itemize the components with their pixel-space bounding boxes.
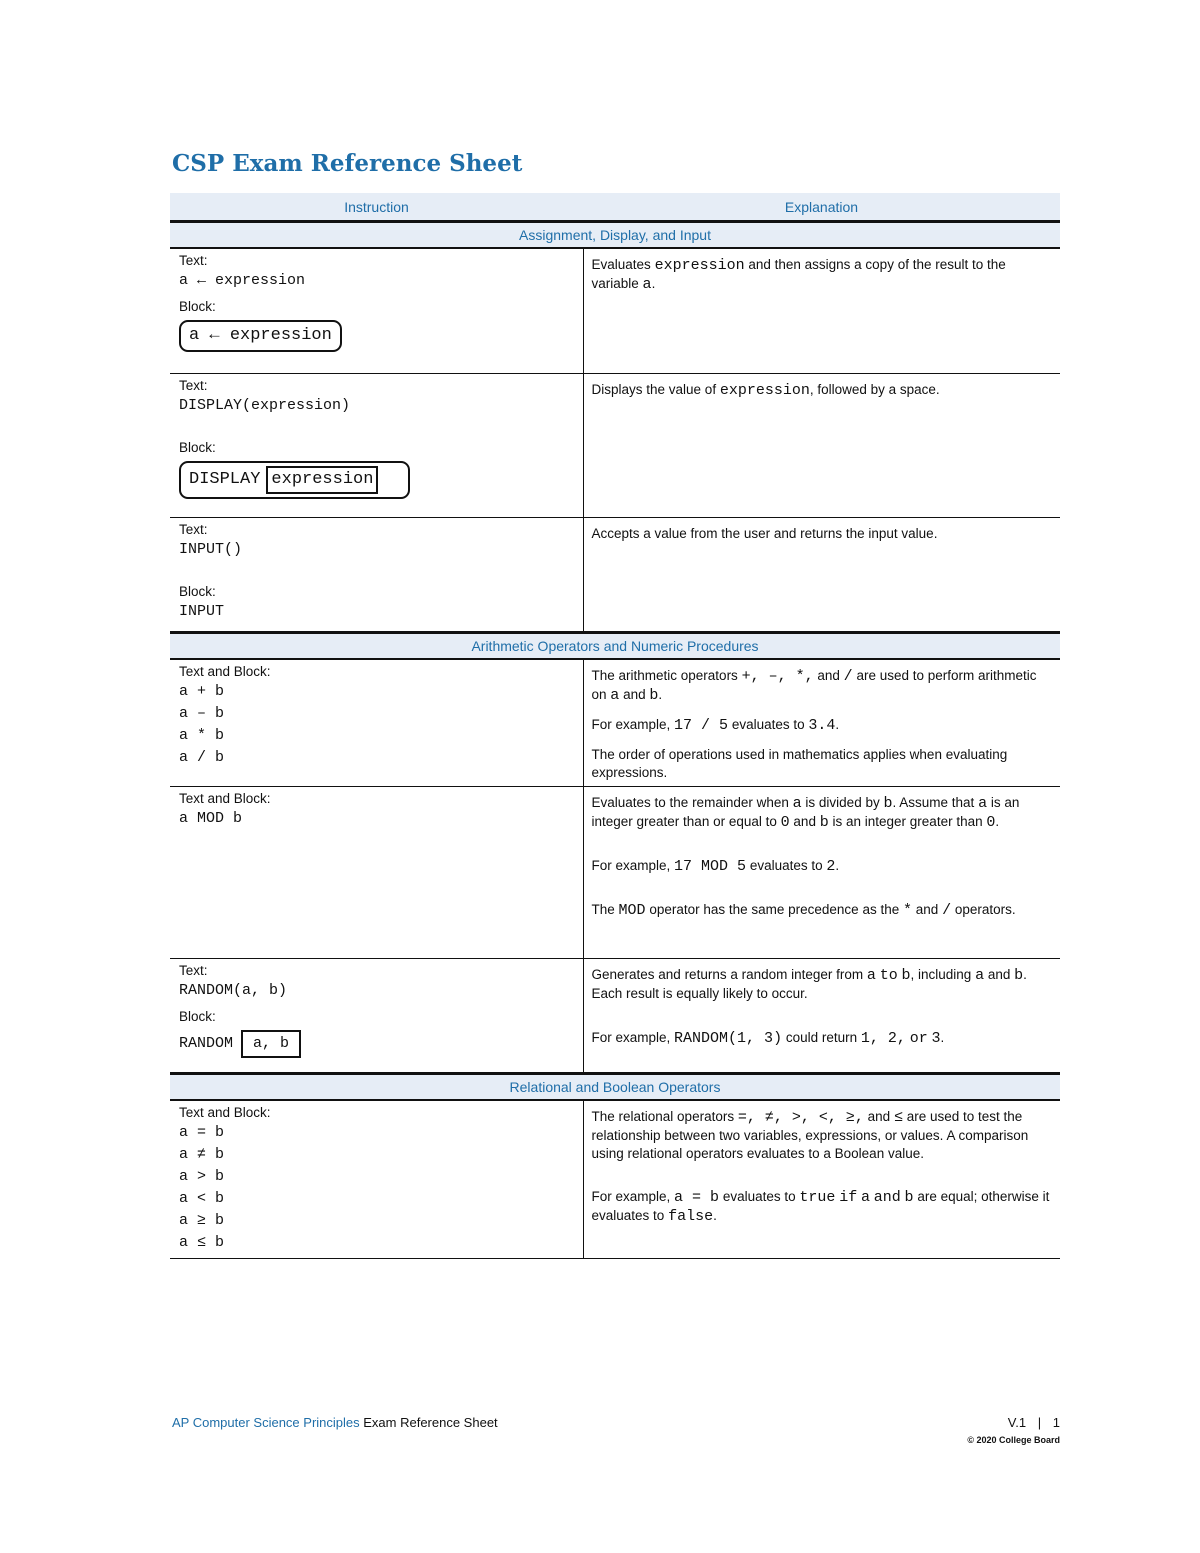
text-code: INPUT() [179, 540, 243, 558]
table-header-row [170, 193, 1060, 222]
explanation-cell [583, 1100, 1060, 1259]
explanation-text: and [915, 901, 939, 917]
section-header-row [170, 1073, 1060, 1100]
block-var: a [189, 326, 200, 345]
text-block-label: Text and Block: [179, 1104, 271, 1120]
explanation-code: 2 [826, 857, 836, 875]
operator-code: a * b [179, 726, 225, 744]
explanation-code: a [975, 966, 985, 984]
instruction-cell [170, 1100, 583, 1259]
operator-code: a / b [179, 748, 225, 766]
explanation-text: For example, [591, 857, 671, 873]
explanation-paragraph [592, 857, 1053, 876]
explanation-code: if [839, 1188, 858, 1206]
explanation-code: 3 [931, 1029, 941, 1047]
table-row [170, 659, 1060, 787]
left-arrow-icon: ← [209, 326, 220, 345]
explanation-text: Displays the value of [591, 381, 717, 397]
section-header-row [170, 632, 1060, 659]
explanation-cell [583, 786, 1060, 958]
explanation-text: are equal; otherwise it evaluates to [591, 1188, 1050, 1223]
explanation-text: evaluates to [731, 716, 805, 732]
explanation-paragraph [592, 1188, 1053, 1226]
explanation-text: . [835, 857, 840, 873]
table-row [170, 373, 1060, 517]
section-title-assignment: Assignment, Display, and Input [170, 222, 1060, 249]
explanation-text: evaluates to [722, 1188, 796, 1204]
explanation-text: and [987, 966, 1011, 982]
text-block-label: Text and Block: [179, 663, 271, 679]
explanation-code: b [649, 686, 659, 704]
explanation-cell [583, 958, 1060, 1073]
random-block [179, 1030, 301, 1058]
explanation-code: +, –, *, [741, 667, 814, 685]
explanation-text: For example, [591, 1029, 671, 1045]
explanation-text: operators. [954, 901, 1016, 917]
explanation-text: For example, [591, 1188, 671, 1204]
block-keyword: DISPLAY [189, 469, 261, 489]
explanation-paragraph [592, 1029, 1053, 1048]
section-title-relational: Relational and Boolean Operators [170, 1073, 1060, 1100]
explanation-text: . [651, 276, 656, 291]
explanation-code: 3.4 [808, 716, 836, 734]
explanation-code: expression [654, 257, 745, 274]
assignment-block [179, 320, 342, 352]
explanation-code: b [1014, 966, 1024, 984]
explanation-code: a [860, 1188, 870, 1206]
explanation-text: , including [910, 966, 972, 982]
explanation-text: are used to test the relationship between two variables, expressions, or values. A comparison using relational operators evaluates to a Boolean value. [591, 1108, 1029, 1161]
explanation-code: / [942, 901, 952, 919]
explanation-code: a [978, 794, 988, 812]
explanation-text: and then assigns a copy of the result to the variable [591, 257, 1006, 291]
block-label: Block: [179, 1008, 216, 1024]
explanation-text: are used to perform arithmetic on [591, 667, 1037, 702]
operator-code: a ≥ b [179, 1211, 225, 1229]
footer-page-number: 1 [1052, 1415, 1060, 1430]
footer-copyright: © 2020 College Board [967, 1435, 1060, 1445]
text-label: Text: [179, 962, 208, 978]
input-block: INPUT [179, 602, 225, 620]
explanation-paragraph [592, 901, 1053, 920]
table-row [170, 1100, 1060, 1259]
table-row [170, 786, 1060, 958]
footer-left [172, 1415, 498, 1430]
operator-code: a = b [179, 1123, 225, 1141]
explanation-text: The [591, 901, 615, 917]
explanation-cell [583, 373, 1060, 517]
explanation-text: . Assume that [892, 794, 975, 810]
block-label: Block: [179, 439, 216, 455]
instruction-cell [170, 248, 583, 373]
explanation-cell [583, 659, 1060, 787]
text-code: RANDOM(a, b) [179, 981, 288, 999]
explanation-code: * [903, 901, 913, 919]
explanation-text: The arithmetic operators [591, 667, 738, 683]
instruction-cell [170, 373, 583, 517]
footer-right [1008, 1415, 1060, 1430]
explanation-text: . [658, 686, 663, 702]
explanation-code: a [866, 966, 876, 984]
explanation-code: b [901, 966, 911, 984]
footer-course-name: AP Computer Science Principles [172, 1415, 360, 1430]
explanation-code: ≤ [893, 1108, 903, 1126]
explanation-paragraph [592, 794, 1053, 832]
block-label: Block: [179, 299, 216, 314]
explanation-text: . [713, 1207, 717, 1223]
explanation-code: 1, 2, [860, 1029, 906, 1047]
explanation-code: and [873, 1188, 901, 1206]
explanation-text: and [817, 667, 840, 683]
table-row [170, 517, 1060, 632]
explanation-paragraph [592, 716, 1053, 735]
reference-table [170, 193, 1060, 1259]
text-code: a ← expression [179, 272, 306, 289]
display-block [179, 461, 410, 499]
explanation-code: a [792, 794, 802, 812]
footer-version: V.1 [1007, 1415, 1027, 1430]
explanation-text: is an integer greater than [832, 813, 983, 829]
explanation-paragraph: The order of operations used in mathematics applies when evaluating expressions. [591, 746, 1008, 780]
explanation-text: and [867, 1108, 891, 1124]
text-block-label: Text and Block: [179, 790, 271, 806]
explanation-text: Generates and returns a random integer from [591, 966, 864, 982]
block-label: Block: [179, 583, 216, 599]
explanation-code: b [904, 1188, 914, 1206]
block-expression: expression [229, 326, 332, 345]
explanation-text: Accepts a value from the user and returns the input value. [591, 525, 938, 541]
block-expression-slot: expression [266, 466, 378, 494]
explanation-text: and [793, 813, 816, 829]
explanation-text: and [623, 686, 646, 702]
section-header-row [170, 222, 1060, 249]
operator-code: a ≤ b [179, 1233, 225, 1251]
text-label: Text: [179, 377, 208, 393]
block-keyword: RANDOM [179, 1034, 234, 1052]
explanation-text: . [995, 813, 1000, 829]
explanation-code: / [843, 667, 853, 685]
operator-code: a MOD b [179, 809, 243, 827]
explanation-code: 17 / 5 [674, 716, 729, 734]
explanation-text: is an integer greater than or equal to [591, 794, 1020, 829]
explanation-code: a [642, 276, 652, 293]
section-title-arithmetic: Arithmetic Operators and Numeric Procedures [170, 632, 1060, 659]
text-label: Text: [179, 521, 208, 537]
operator-code: a < b [179, 1189, 225, 1207]
operator-code: a + b [179, 682, 225, 700]
explanation-code: b [819, 813, 829, 831]
text-label: Text: [179, 253, 208, 268]
explanation-column-header: Explanation [583, 193, 1060, 222]
explanation-text: . [835, 716, 840, 732]
explanation-code: false [668, 1207, 714, 1225]
explanation-text: , followed by a space. [809, 381, 940, 397]
explanation-code: to [879, 966, 898, 984]
explanation-code: b [883, 794, 893, 812]
instruction-cell [170, 659, 583, 787]
explanation-paragraph [592, 1108, 1053, 1163]
explanation-text: The relational operators [591, 1108, 735, 1124]
table-row [170, 248, 1060, 373]
explanation-text: is divided by [805, 794, 880, 810]
page-title: CSP Exam Reference Sheet [172, 150, 523, 177]
explanation-code: expression [719, 381, 810, 399]
instruction-cell [170, 958, 583, 1073]
operator-code: a – b [179, 704, 225, 722]
explanation-paragraph [592, 966, 1053, 1003]
operator-code: a ≠ b [179, 1145, 225, 1163]
explanation-code: a = b [674, 1188, 720, 1206]
block-args-slot: a, b [241, 1030, 301, 1058]
text-code: DISPLAY(expression) [179, 396, 351, 414]
explanation-code: 0 [986, 813, 996, 831]
footer-separator: | [1037, 1415, 1042, 1430]
table-row [170, 958, 1060, 1073]
instruction-cell [170, 517, 583, 632]
explanation-code: a [610, 686, 620, 704]
operator-code: a > b [179, 1167, 225, 1185]
explanation-code: 17 MOD 5 [674, 857, 747, 875]
explanation-code: RANDOM(1, 3) [674, 1029, 783, 1047]
instruction-column-header: Instruction [170, 193, 583, 222]
explanation-code: MOD [618, 901, 646, 919]
explanation-text: Evaluates [591, 257, 651, 272]
explanation-text: could return [785, 1029, 858, 1045]
explanation-code: =, ≠, >, <, ≥, [737, 1108, 864, 1126]
explanation-cell [583, 517, 1060, 632]
explanation-paragraph [592, 667, 1053, 705]
explanation-code: true [799, 1188, 836, 1206]
explanation-code: or [909, 1029, 928, 1047]
explanation-text: Evaluates to the remainder when [591, 794, 789, 810]
explanation-cell [583, 248, 1060, 373]
explanation-text: . Each result is equally likely to occur. [591, 966, 1027, 1001]
explanation-text: . [940, 1029, 945, 1045]
explanation-text: evaluates to [749, 857, 823, 873]
instruction-cell [170, 786, 583, 958]
footer-doc-name: Exam Reference Sheet [363, 1415, 498, 1430]
explanation-code: 0 [780, 813, 790, 831]
explanation-text: For example, [591, 716, 671, 732]
explanation-text: operator has the same precedence as the [649, 901, 900, 917]
